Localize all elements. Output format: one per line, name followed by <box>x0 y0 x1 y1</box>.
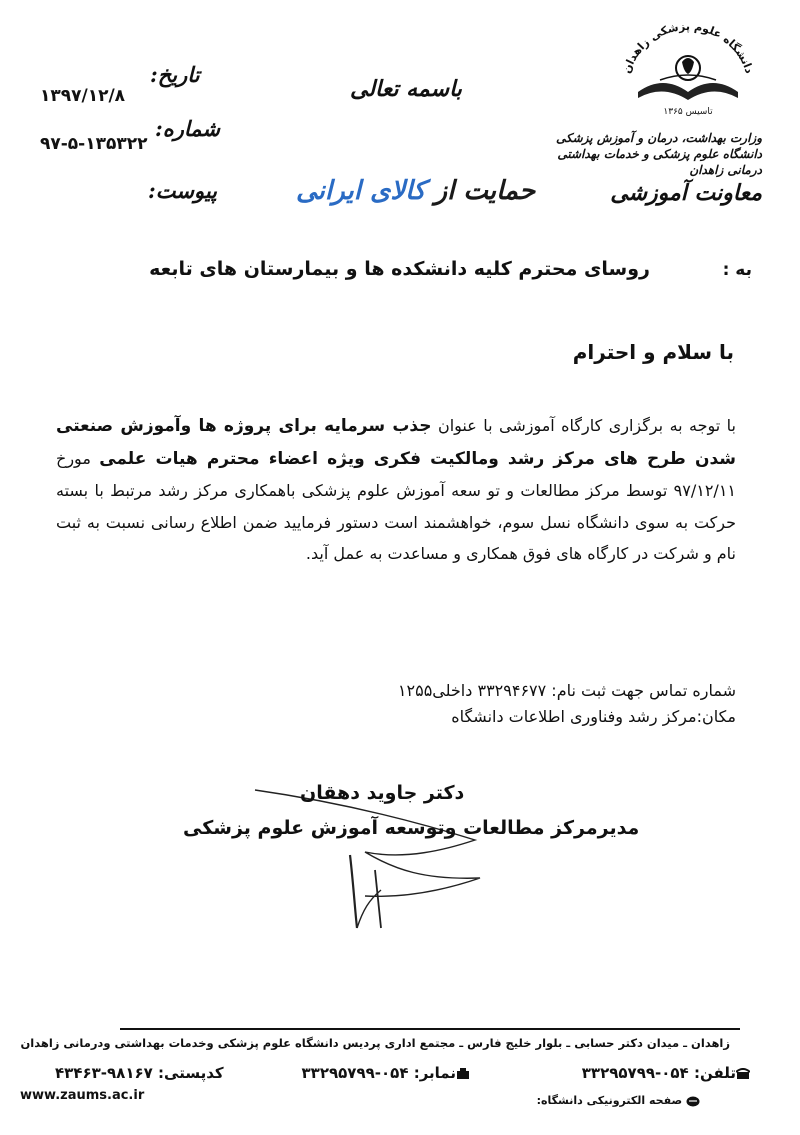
logo-founded-text: تاسیس ۱۳۶۵ <box>663 107 713 117</box>
footer-fax <box>302 1064 470 1082</box>
logo-university-text: دانشگاه علوم پزشکی زاهدان <box>620 19 756 76</box>
ministry-block <box>542 130 762 178</box>
recipient-text: روسای محترم کلیه دانشکده ها و بیمارستان های تابعه <box>149 258 650 280</box>
email-label: صفحه الکترونیکی دانشگاه: <box>536 1094 683 1107</box>
contact-place: مکان:مرکز رشد وفناوری اطلاعات دانشگاه <box>451 707 736 726</box>
slogan-prefix: حمایت از <box>425 176 536 206</box>
number-value: ۹۷-۵-۱۳۵۳۲۲ <box>40 134 148 154</box>
footer-phone <box>582 1064 750 1082</box>
workshop-title: جذب سرمایه برای پروژه ها وآموزش صنعتی شدن طرح های مرکز رشد ومالکیت فکری ویژه اعضاء محترم هیات علمی <box>56 416 736 469</box>
number-label: شماره: <box>155 116 221 141</box>
postal-value: ۹۸۱۶۷-۴۳۴۶۳ <box>55 1064 153 1082</box>
footer-divider <box>120 1028 740 1030</box>
website-link[interactable]: www.zaums.ac.ir <box>20 1088 145 1103</box>
fax-icon <box>456 1068 470 1079</box>
fax-value: ۰۵۴-۳۳۲۹۵۷۹۹ <box>301 1064 409 1082</box>
recipient-label: به : <box>722 260 752 280</box>
contact-block <box>398 678 736 730</box>
footer-address: زاهدان ـ میدان دکتر حسابی ـ بلوار خلیج فارس ـ مجتمع اداری پردیس دانشگاه علوم پزشکی وخدمات بهداشتی ودرمانی زاهدان <box>20 1036 730 1050</box>
greeting: با سلام و احترام <box>572 340 734 364</box>
signatory-name: دکتر جاوید دهقان <box>300 782 465 804</box>
attachment-label: پیوست: <box>148 178 217 203</box>
date-label: تاریخ: <box>150 62 200 87</box>
date-value: ۱۳۹۷/۱۲/۸ <box>40 86 126 106</box>
email-icon <box>686 1096 700 1107</box>
ministry-line-2: دانشگاه علوم پزشکی و خدمات بهداشتی درمانی زاهدان <box>557 147 762 177</box>
phone-label: تلفن: <box>688 1064 736 1082</box>
slogan <box>296 176 535 206</box>
letter-paragraph <box>56 410 736 570</box>
slogan-highlight: کالای ایرانی <box>296 176 426 206</box>
university-logo <box>598 10 778 130</box>
fax-label: نمابر: <box>408 1064 456 1082</box>
footer-postal <box>55 1064 224 1082</box>
phone-value: ۰۵۴-۳۳۲۹۵۷۹۹ <box>581 1064 689 1082</box>
paragraph-rest: مورخ ۹۷/۱۲/۱۱ توسط مرکز مطالعات و تو سعه آموزش علوم پزشکی باهمکاری مرکز رشد مرتبط با بسته حرکت به سوی دانشگاه نسل سوم، خواهشمند است دستور فرمایید ضمن اطلاع رسانی نسبت به ثبت نام و شرکت در کارگاه های فوق همکاری و مساعدت به عمل آید. <box>56 448 736 563</box>
signatory-title: مدیرمرکز مطالعات وتوسعه آموزش علوم پزشکی <box>183 817 640 839</box>
postal-label: کدپستی: <box>152 1064 224 1082</box>
phone-icon <box>736 1068 750 1079</box>
basmeh-heading: باسمه تعالی <box>350 76 462 102</box>
ministry-line-1: وزارت بهداشت، درمان و آموزش پزشکی <box>556 131 762 145</box>
paragraph-intro: با توجه به برگزاری کارگاه آموزشی با عنوان <box>431 416 736 435</box>
deputy-title: معاونت آموزشی <box>610 180 762 206</box>
footer-email <box>537 1094 700 1107</box>
contact-phone: شماره تماس جهت ثبت نام: ۳۳۲۹۴۶۷۷ داخلی۱۲۵۵ <box>397 681 736 700</box>
